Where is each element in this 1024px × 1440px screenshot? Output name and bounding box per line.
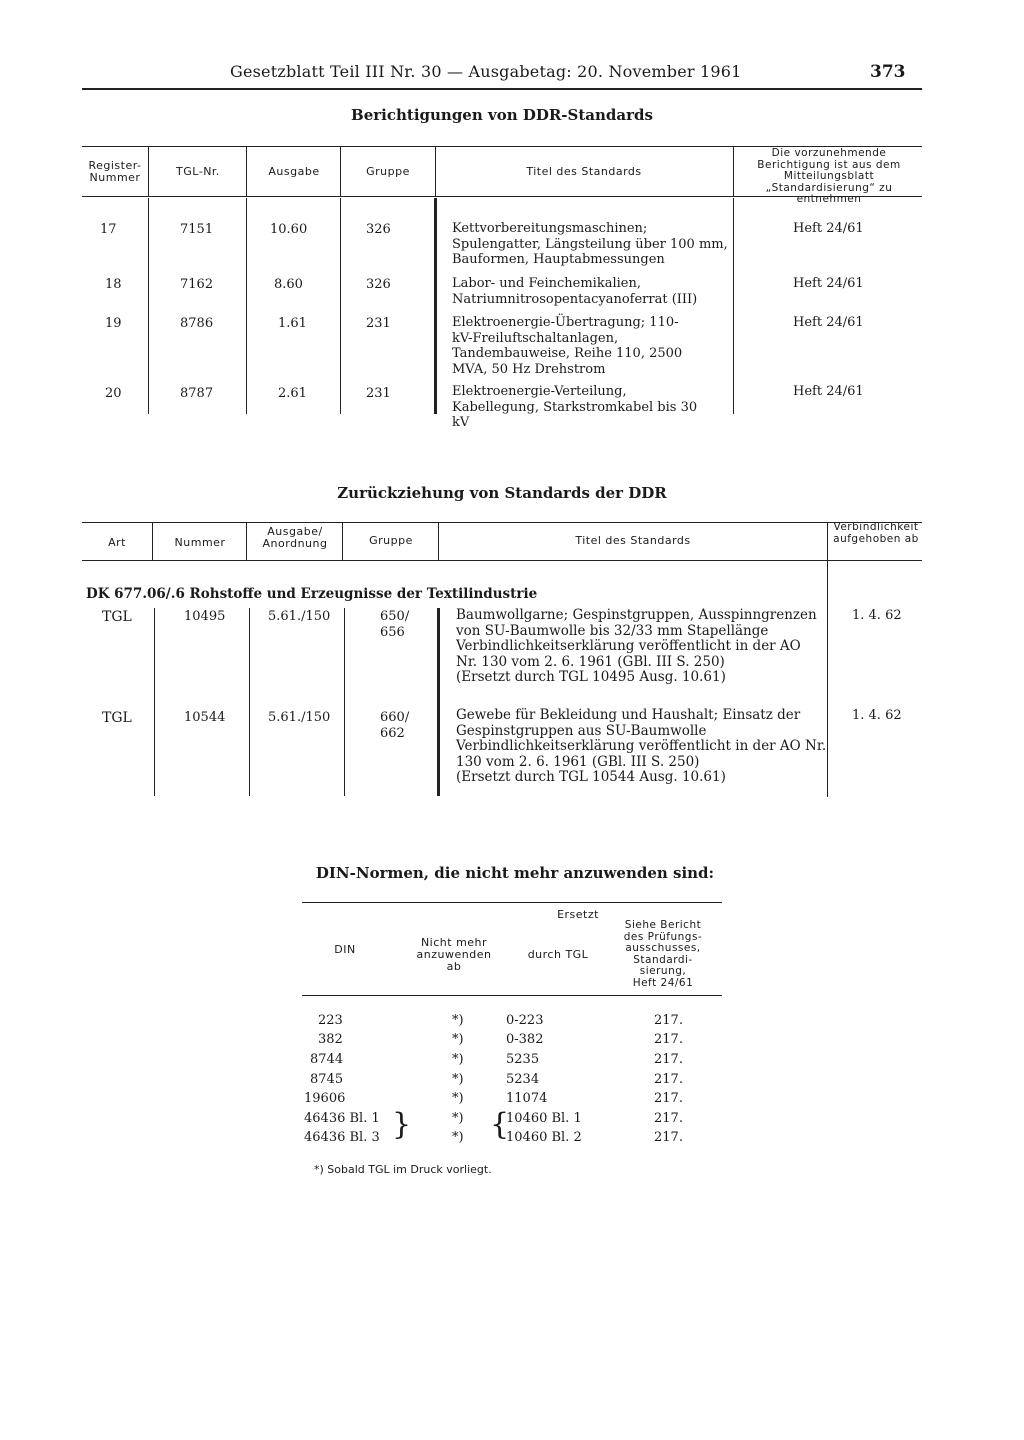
col-nicht-mehr: Nicht mehr anzuwenden ab bbox=[416, 936, 492, 973]
ersetzt-durch-tgl: 5234 bbox=[506, 1072, 540, 1087]
running-header: Gesetzblatt Teil III Nr. 30 — Ausgabetag: 20. November 1961 bbox=[230, 62, 742, 81]
col-rule bbox=[148, 198, 149, 414]
din-title: DIN-Normen, die nicht mehr anzuwenden sind: bbox=[315, 864, 715, 882]
brace-din-group: } bbox=[392, 1107, 412, 1142]
reference: Heft 24/61 bbox=[793, 221, 864, 236]
din-number: 8745 bbox=[310, 1072, 344, 1087]
ausgabe: 1.61 bbox=[278, 316, 307, 331]
register-number: 18 bbox=[105, 277, 122, 292]
tgl-number: 8786 bbox=[180, 316, 214, 331]
register-number: 20 bbox=[105, 386, 122, 401]
header-rule bbox=[82, 88, 922, 90]
col-rule bbox=[438, 522, 439, 560]
nicht-mehr-ab: *) bbox=[452, 1013, 464, 1028]
col-rule bbox=[246, 198, 247, 414]
heft-ref: 217. bbox=[654, 1013, 683, 1028]
standard-title: Elektroenergie-Übertragung; 110-kV-Freiluftschaltanlagen, Tandembauweise, Reihe 110, 2500 MVA, 50 Hz Drehstrom bbox=[452, 315, 683, 377]
col-register-nummer: Register- Nummer bbox=[88, 159, 142, 184]
ersetzt-durch-tgl: 10460 Bl. 2 bbox=[506, 1130, 582, 1145]
standard-title: Gewebe für Bekleidung und Haushalt; Einsatz der Gespinstgruppen aus SU-Baumwolle Verbindlichkeitserklärung veröffentlicht in der AO Nr. 130 vom 2. 6. 1961 (GBl. III S. 250) (Ersetzt durch TGL 10544 Ausg. 10.61) bbox=[456, 707, 827, 785]
nummer: 10544 bbox=[184, 710, 226, 725]
brace-tgl-group: { bbox=[490, 1107, 510, 1142]
art: TGL bbox=[102, 609, 132, 625]
section-heading: DK 677.06/.6 Rohstoffe und Erzeugnisse der Textilindustrie bbox=[86, 586, 538, 602]
tgl-number: 7151 bbox=[180, 222, 214, 237]
col-rule bbox=[733, 198, 734, 414]
standard-title: Labor- und Feinchemikalien, Natriumnitrosopentacyanoferrat (III) bbox=[452, 276, 698, 307]
standard-title: Elektroenergie-Verteilung, Kabellegung, Starkstromkabel bis 30 kV bbox=[452, 384, 698, 430]
heft-ref: 217. bbox=[654, 1072, 683, 1087]
col-gruppe: Gruppe bbox=[366, 165, 410, 178]
standard-title: Kettvorbereitungsmaschinen; Spulengatter, Längsteilung über 100 mm, Bauformen, Hauptabmessungen bbox=[452, 221, 728, 267]
aufgehoben-ab: 1. 4. 62 bbox=[852, 708, 902, 723]
col-titel: Titel des Standards bbox=[575, 534, 691, 547]
reference: Heft 24/61 bbox=[793, 276, 864, 291]
col-rule bbox=[148, 146, 149, 196]
din-header-rule bbox=[302, 995, 722, 996]
col-siehe-bericht: Siehe Bericht des Prüfungs- ausschusses, Standardi- sierung, Heft 24/61 bbox=[623, 919, 703, 989]
tgl-number: 7162 bbox=[180, 277, 214, 292]
din-number: 382 bbox=[318, 1032, 343, 1047]
heft-ref: 217. bbox=[654, 1111, 683, 1126]
withdrawals-header-rule bbox=[82, 560, 922, 561]
col-rule bbox=[154, 608, 155, 796]
ersetzt-durch-tgl: 5235 bbox=[506, 1052, 540, 1067]
gruppe: 326 bbox=[366, 222, 391, 237]
col-ersetzt: Ersetzt bbox=[557, 908, 599, 921]
corrections-title: Berichtigungen von DDR-Standards bbox=[351, 106, 653, 124]
ausgabe-anordnung: 5.61./150 bbox=[268, 609, 331, 624]
din-number: 46436 Bl. 3 bbox=[304, 1130, 380, 1145]
col-rule bbox=[437, 608, 440, 796]
nicht-mehr-ab: *) bbox=[452, 1032, 464, 1047]
nicht-mehr-ab: *) bbox=[452, 1130, 464, 1145]
col-din: DIN bbox=[334, 943, 356, 956]
col-verbindlichkeit: Verbindlichkeit aufgehoben ab bbox=[833, 521, 919, 545]
gruppe: 231 bbox=[366, 386, 391, 401]
col-titel: Titel des Standards bbox=[526, 165, 642, 178]
col-tgl-nr: TGL-Nr. bbox=[176, 165, 220, 178]
col-rule bbox=[246, 522, 247, 560]
din-number: 19606 bbox=[304, 1091, 346, 1106]
col-rule bbox=[249, 608, 250, 796]
col-rule bbox=[340, 198, 341, 414]
col-nummer: Nummer bbox=[174, 536, 226, 549]
col-rule bbox=[342, 522, 343, 560]
reference: Heft 24/61 bbox=[793, 384, 864, 399]
nicht-mehr-ab: *) bbox=[452, 1052, 464, 1067]
register-number: 19 bbox=[105, 316, 122, 331]
col-durch-tgl: durch TGL bbox=[527, 948, 589, 961]
gruppe: 231 bbox=[366, 316, 391, 331]
reference: Heft 24/61 bbox=[793, 315, 864, 330]
withdrawals-top-rule bbox=[82, 522, 922, 523]
din-number: 8744 bbox=[310, 1052, 344, 1067]
col-ausgabe: Ausgabe bbox=[268, 165, 320, 178]
col-rule bbox=[344, 608, 345, 796]
ersetzt-durch-tgl: 0-223 bbox=[506, 1013, 544, 1028]
heft-ref: 217. bbox=[654, 1052, 683, 1067]
din-number: 223 bbox=[318, 1013, 343, 1028]
footnote: *) Sobald TGL im Druck vorliegt. bbox=[314, 1163, 492, 1176]
col-rule bbox=[733, 146, 734, 196]
col-rule bbox=[246, 146, 247, 196]
col-rule bbox=[435, 146, 436, 196]
aufgehoben-ab: 1. 4. 62 bbox=[852, 608, 902, 623]
ausgabe-anordnung: 5.61./150 bbox=[268, 710, 331, 725]
register-number: 17 bbox=[100, 222, 117, 237]
din-top-rule bbox=[302, 902, 722, 903]
ersetzt-durch-tgl: 0-382 bbox=[506, 1032, 544, 1047]
col-rule bbox=[434, 198, 437, 414]
nicht-mehr-ab: *) bbox=[452, 1091, 464, 1106]
gruppe: 650/ 656 bbox=[380, 609, 410, 640]
ersetzt-durch-tgl: 10460 Bl. 1 bbox=[506, 1111, 582, 1126]
col-gruppe: Gruppe bbox=[369, 534, 413, 547]
col-rule bbox=[827, 522, 828, 560]
heft-ref: 217. bbox=[654, 1091, 683, 1106]
tgl-number: 8787 bbox=[180, 386, 214, 401]
art: TGL bbox=[102, 710, 132, 726]
ersetzt-durch-tgl: 11074 bbox=[506, 1091, 548, 1106]
gruppe: 326 bbox=[366, 277, 391, 292]
col-rule bbox=[152, 522, 153, 560]
page-number: 373 bbox=[870, 62, 906, 82]
ausgabe: 10.60 bbox=[270, 222, 308, 237]
nummer: 10495 bbox=[184, 609, 226, 624]
gruppe: 660/ 662 bbox=[380, 710, 410, 741]
ausgabe: 8.60 bbox=[274, 277, 303, 292]
ausgabe: 2.61 bbox=[278, 386, 307, 401]
withdrawals-title: Zurückziehung von Standards der DDR bbox=[337, 484, 667, 502]
heft-ref: 217. bbox=[654, 1032, 683, 1047]
nicht-mehr-ab: *) bbox=[452, 1072, 464, 1087]
standard-title: Baumwollgarne; Gespinstgruppen, Ausspinngrenzen von SU-Baumwolle bis 32/33 mm Stapellänge Verbindlichkeitserklärung veröffentlicht in der AO Nr. 130 vom 2. 6. 1961 (GBl. III S. 250) (Ersetzt durch TGL 10495 Ausg. 10.61) bbox=[456, 607, 817, 685]
din-number: 46436 Bl. 1 bbox=[304, 1111, 380, 1126]
nicht-mehr-ab: *) bbox=[452, 1111, 464, 1126]
col-berichtigung: Die vorzunehmende Berichtigung ist aus dem Mitteilungsblatt „Standardisierung“ zu entnehmen bbox=[757, 147, 901, 205]
heft-ref: 217. bbox=[654, 1130, 683, 1145]
col-ausgabe-anordnung: Ausgabe/ Anordnung bbox=[262, 525, 328, 550]
col-rule bbox=[340, 146, 341, 196]
col-art: Art bbox=[108, 536, 126, 549]
